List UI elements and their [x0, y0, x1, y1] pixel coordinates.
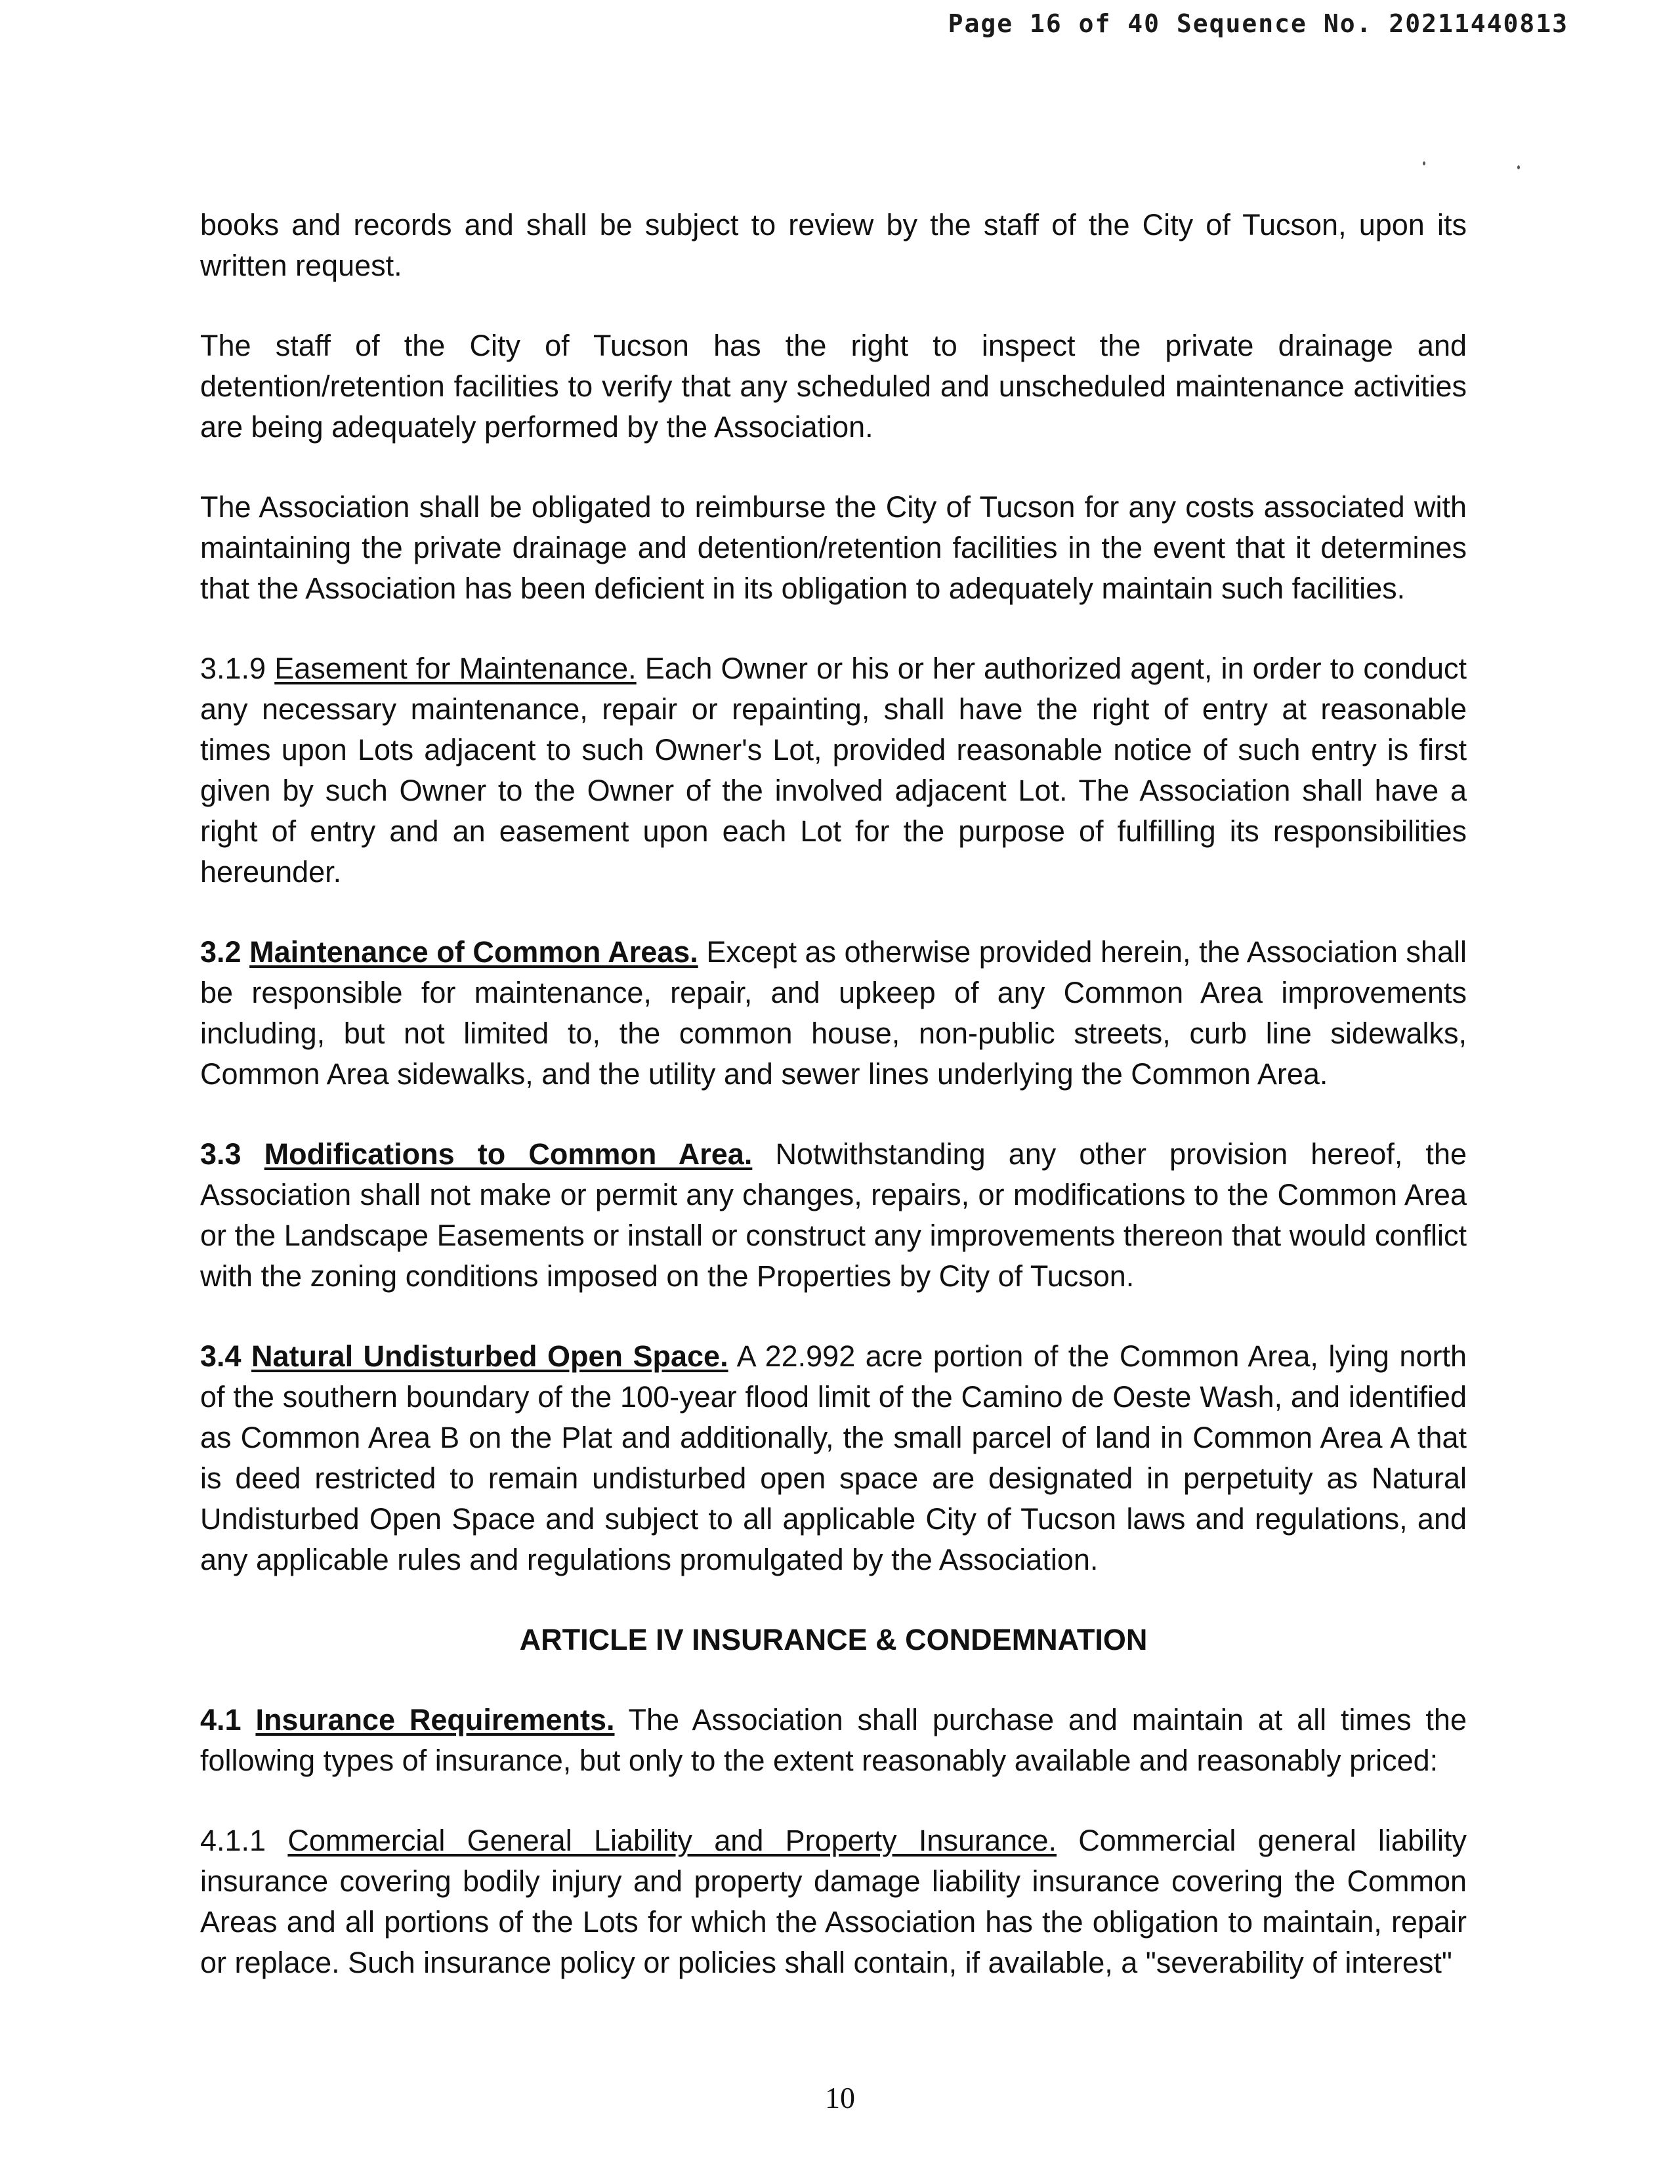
section-number: 3.4 [200, 1339, 242, 1373]
section-4-1 [200, 1700, 1467, 1781]
section-3-3 [200, 1134, 1467, 1297]
section-3-2 [200, 932, 1467, 1095]
section-heading: Natural Undisturbed Open Space. [251, 1339, 728, 1373]
section-number: 4.1.1 [200, 1824, 266, 1857]
section-3-1-9 [200, 648, 1467, 892]
section-number: 3.2 [200, 935, 242, 969]
section-body: Each Owner or his or her authorized agent, in order to conduct any necessary maintenance, repair or repainting, shall have the right of entry at reasonable times upon Lots adjacent to such Owner's Lot, provided reasonable notice of such entry is first given by such Owner to the Owner of the involved adjacent Lot. The Association shall have a right of entry and an easement upon each Lot for the purpose of fulfilling its responsibilities hereunder. [200, 652, 1467, 889]
section-number: 3.1.9 [200, 652, 266, 685]
document-header: Page 16 of 40 Sequence No. 20211440813 [948, 9, 1568, 38]
document-body [200, 205, 1467, 2023]
section-heading: Insurance Requirements. [255, 1703, 615, 1736]
section-body: The Association shall purchase and maintain at all times the following types of insurance, but only to the extent reasonably available and reasonably priced: [200, 1703, 1467, 1777]
section-4-1-1 [200, 1820, 1467, 1983]
paragraph: The staff of the City of Tucson has the right to inspect the private drainage and detention/retention facilities to verify that any scheduled and unscheduled maintenance activities are being adequately performed by the Association. [200, 329, 1467, 444]
section-number: 4.1 [200, 1703, 242, 1736]
page-number: 10 [825, 2081, 855, 2114]
article-heading: ARTICLE IV INSURANCE & CONDEMNATION [519, 1623, 1148, 1656]
section-number: 3.3 [200, 1137, 242, 1171]
section-heading: Easement for Maintenance. [274, 652, 637, 685]
paragraph: books and records and shall be subject to review by the staff of the City of Tucson, upon its written request. [200, 208, 1467, 282]
section-heading: Maintenance of Common Areas. [249, 935, 698, 969]
section-body: Notwithstanding any other provision hereof, the Association shall not make or permit any changes, repairs, or modifications to the Common Area or the Landscape Easements or install or construct any improvements thereon that would conflict with the zoning conditions imposed on the Properties by City of Tucson. [200, 1137, 1467, 1293]
section-body: Except as otherwise provided herein, the Association shall be responsible for maintenance, repair, and upkeep of any Common Area improvements including, but not limited to, the common house, non-public streets, curb line sidewalks, Common Area sidewalks, and the utility and sewer lines underlying the Common Area. [200, 935, 1467, 1091]
scan-speck [1517, 165, 1520, 169]
section-body: Commercial general liability insurance covering bodily injury and property damage liability insurance covering the Common Areas and all portions of the Lots for which the Association has the obligation to maintain, repair or replace. Such insurance policy or policies shall contain, if available, a "severability of interest" [200, 1824, 1467, 1979]
section-heading: Commercial General Liability and Property Insurance. [287, 1824, 1057, 1857]
section-body: A 22.992 acre portion of the Common Area, lying north of the southern boundary of the 100-year flood limit of the Camino de Oeste Wash, and identified as Common Area B on the Plat and additionally, the small parcel of land in Common Area A that is deed restricted to remain undisturbed open space are designated in perpetuity as Natural Undisturbed Open Space and subject to all applicable City of Tucson laws and regulations, and any applicable rules and regulations promulgated by the Association. [200, 1339, 1467, 1576]
section-heading: Modifications to Common Area. [264, 1137, 753, 1171]
section-3-4 [200, 1336, 1467, 1580]
paragraph: The Association shall be obligated to reimburse the City of Tucson for any costs associated with maintaining the private drainage and detention/retention facilities in the event that it determines that the Association has been deficient in its obligation to adequately maintain such facilities. [200, 490, 1467, 605]
scan-speck [1423, 161, 1425, 165]
